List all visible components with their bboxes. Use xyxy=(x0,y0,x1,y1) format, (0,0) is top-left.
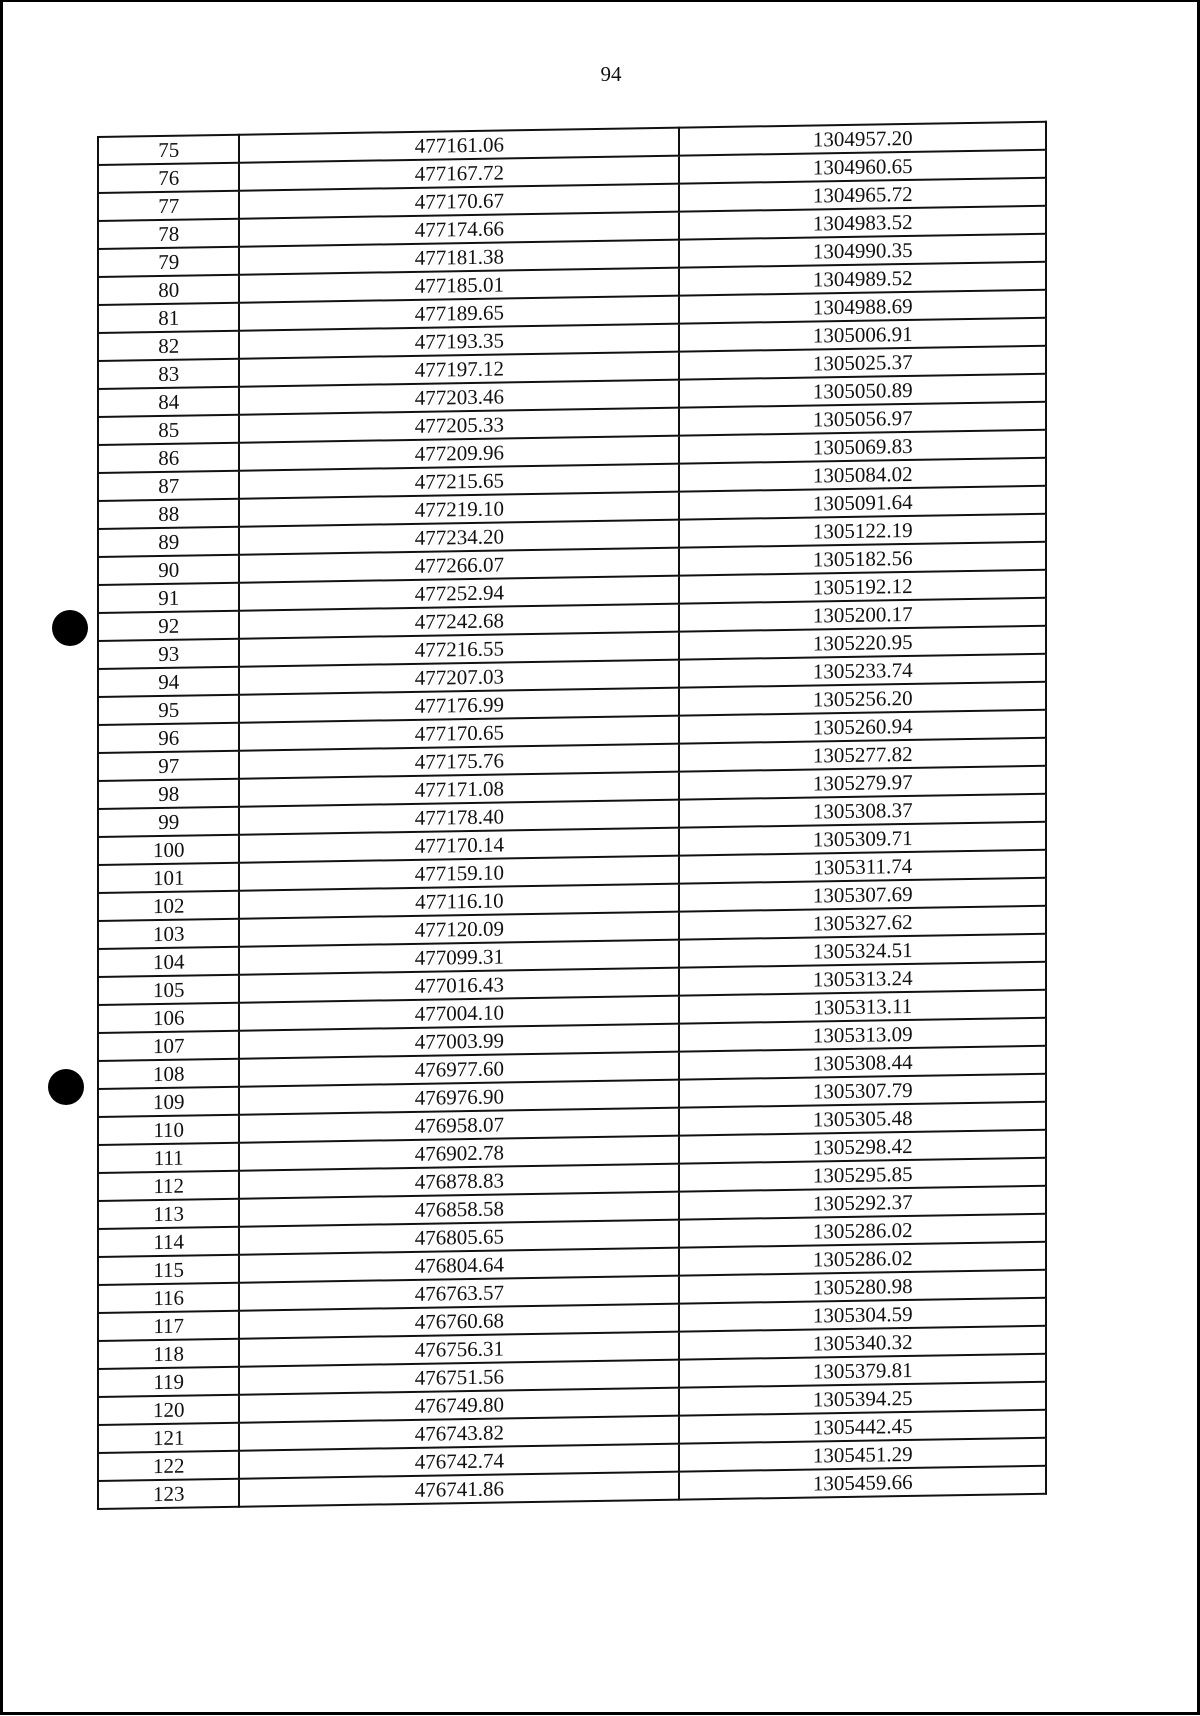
point-number-cell: 115 xyxy=(98,1255,239,1285)
x-coordinate-cell: 477170.67 xyxy=(239,184,679,219)
y-coordinate-cell: 1305233.74 xyxy=(679,654,1046,688)
point-number-cell: 114 xyxy=(98,1227,239,1257)
y-coordinate-cell: 1305006.91 xyxy=(679,318,1046,352)
point-number-cell: 81 xyxy=(98,303,239,333)
point-number-cell: 103 xyxy=(98,919,239,949)
y-coordinate-cell: 1304988.69 xyxy=(679,290,1046,324)
y-coordinate-cell: 1305307.69 xyxy=(679,878,1046,912)
point-number-cell: 95 xyxy=(98,695,239,725)
x-coordinate-cell: 476760.68 xyxy=(239,1304,679,1339)
x-coordinate-cell: 477203.46 xyxy=(239,380,679,415)
y-coordinate-cell: 1305256.20 xyxy=(679,682,1046,716)
x-coordinate-cell: 476858.58 xyxy=(239,1192,679,1227)
y-coordinate-cell: 1304960.65 xyxy=(679,150,1046,184)
y-coordinate-cell: 1305304.59 xyxy=(679,1298,1046,1332)
x-coordinate-cell: 477178.40 xyxy=(239,800,679,835)
x-coordinate-cell: 476977.60 xyxy=(239,1052,679,1087)
x-coordinate-cell: 477252.94 xyxy=(239,576,679,611)
x-coordinate-cell: 477209.96 xyxy=(239,436,679,471)
y-coordinate-cell: 1305192.12 xyxy=(679,570,1046,604)
y-coordinate-cell: 1304965.72 xyxy=(679,178,1046,212)
point-number-cell: 85 xyxy=(98,415,239,445)
x-coordinate-cell: 477099.31 xyxy=(239,940,679,975)
point-number-cell: 94 xyxy=(98,667,239,697)
x-coordinate-cell: 476749.80 xyxy=(239,1388,679,1423)
y-coordinate-cell: 1305286.02 xyxy=(679,1214,1046,1248)
point-number-cell: 100 xyxy=(98,835,239,865)
y-coordinate-cell: 1305260.94 xyxy=(679,710,1046,744)
point-number-cell: 75 xyxy=(98,135,239,165)
point-number-cell: 109 xyxy=(98,1087,239,1117)
x-coordinate-cell: 476741.86 xyxy=(239,1472,679,1507)
y-coordinate-cell: 1305295.85 xyxy=(679,1158,1046,1192)
x-coordinate-cell: 477171.08 xyxy=(239,772,679,807)
y-coordinate-cell: 1305292.37 xyxy=(679,1186,1046,1220)
point-number-cell: 91 xyxy=(98,583,239,613)
x-coordinate-cell: 477266.07 xyxy=(239,548,679,583)
x-coordinate-cell: 477170.65 xyxy=(239,716,679,751)
x-coordinate-cell: 477003.99 xyxy=(239,1024,679,1059)
y-coordinate-cell: 1305298.42 xyxy=(679,1130,1046,1164)
x-coordinate-cell: 476804.64 xyxy=(239,1248,679,1283)
y-coordinate-cell: 1304957.20 xyxy=(679,122,1046,156)
point-number-cell: 77 xyxy=(98,191,239,221)
x-coordinate-cell: 477216.55 xyxy=(239,632,679,667)
y-coordinate-cell: 1305324.51 xyxy=(679,934,1046,968)
y-coordinate-cell: 1305307.79 xyxy=(679,1074,1046,1108)
point-number-cell: 101 xyxy=(98,863,239,893)
page-number: 94 xyxy=(600,62,622,86)
x-coordinate-cell: 477175.76 xyxy=(239,744,679,779)
point-number-cell: 96 xyxy=(98,723,239,753)
point-number-cell: 80 xyxy=(98,275,239,305)
x-coordinate-cell: 476743.82 xyxy=(239,1416,679,1451)
y-coordinate-cell: 1305050.89 xyxy=(679,374,1046,408)
point-number-cell: 113 xyxy=(98,1199,239,1229)
point-number-cell: 89 xyxy=(98,527,239,557)
punch-hole-top xyxy=(52,610,88,646)
point-number-cell: 104 xyxy=(98,947,239,977)
point-number-cell: 118 xyxy=(98,1339,239,1369)
y-coordinate-cell: 1305442.45 xyxy=(679,1410,1046,1444)
x-coordinate-cell: 476902.78 xyxy=(239,1136,679,1171)
x-coordinate-cell: 477116.10 xyxy=(239,884,679,919)
x-coordinate-cell: 477193.35 xyxy=(239,324,679,359)
x-coordinate-cell: 477215.65 xyxy=(239,464,679,499)
x-coordinate-cell: 476763.57 xyxy=(239,1276,679,1311)
point-number-cell: 82 xyxy=(98,331,239,361)
y-coordinate-cell: 1305069.83 xyxy=(679,430,1046,464)
point-number-cell: 87 xyxy=(98,471,239,501)
point-number-cell: 97 xyxy=(98,751,239,781)
y-coordinate-cell: 1305340.32 xyxy=(679,1326,1046,1360)
y-coordinate-cell: 1305305.48 xyxy=(679,1102,1046,1136)
y-coordinate-cell: 1304989.52 xyxy=(679,262,1046,296)
point-number-cell: 108 xyxy=(98,1059,239,1089)
point-number-cell: 102 xyxy=(98,891,239,921)
x-coordinate-cell: 477181.38 xyxy=(239,240,679,275)
point-number-cell: 120 xyxy=(98,1395,239,1425)
y-coordinate-cell: 1305313.09 xyxy=(679,1018,1046,1052)
y-coordinate-cell: 1305451.29 xyxy=(679,1438,1046,1472)
coordinates-table-body xyxy=(98,122,1046,1509)
x-coordinate-cell: 477004.10 xyxy=(239,996,679,1031)
point-number-cell: 83 xyxy=(98,359,239,389)
y-coordinate-cell: 1305308.44 xyxy=(679,1046,1046,1080)
point-number-cell: 117 xyxy=(98,1311,239,1341)
y-coordinate-cell: 1305279.97 xyxy=(679,766,1046,800)
point-number-cell: 86 xyxy=(98,443,239,473)
point-number-cell: 107 xyxy=(98,1031,239,1061)
point-number-cell: 98 xyxy=(98,779,239,809)
y-coordinate-cell: 1305280.98 xyxy=(679,1270,1046,1304)
x-coordinate-cell: 476958.07 xyxy=(239,1108,679,1143)
punch-hole-bottom xyxy=(48,1069,84,1105)
point-number-cell: 92 xyxy=(98,611,239,641)
y-coordinate-cell: 1304990.35 xyxy=(679,234,1046,268)
x-coordinate-cell: 477205.33 xyxy=(239,408,679,443)
point-number-cell: 119 xyxy=(98,1367,239,1397)
x-coordinate-cell: 477016.43 xyxy=(239,968,679,1003)
point-number-cell: 116 xyxy=(98,1283,239,1313)
y-coordinate-cell: 1304983.52 xyxy=(679,206,1046,240)
x-coordinate-cell: 477197.12 xyxy=(239,352,679,387)
point-number-cell: 79 xyxy=(98,247,239,277)
y-coordinate-cell: 1305379.81 xyxy=(679,1354,1046,1388)
x-coordinate-cell: 477159.10 xyxy=(239,856,679,891)
y-coordinate-cell: 1305122.19 xyxy=(679,514,1046,548)
x-coordinate-cell: 476751.56 xyxy=(239,1360,679,1395)
point-number-cell: 76 xyxy=(98,163,239,193)
x-coordinate-cell: 477242.68 xyxy=(239,604,679,639)
y-coordinate-cell: 1305025.37 xyxy=(679,346,1046,380)
y-coordinate-cell: 1305313.24 xyxy=(679,962,1046,996)
point-number-cell: 93 xyxy=(98,639,239,669)
x-coordinate-cell: 477167.72 xyxy=(239,156,679,191)
point-number-cell: 112 xyxy=(98,1171,239,1201)
coordinates-table xyxy=(97,121,1047,1510)
x-coordinate-cell: 477176.99 xyxy=(239,688,679,723)
y-coordinate-cell: 1305182.56 xyxy=(679,542,1046,576)
point-number-cell: 99 xyxy=(98,807,239,837)
y-coordinate-cell: 1305220.95 xyxy=(679,626,1046,660)
point-number-cell: 88 xyxy=(98,499,239,529)
x-coordinate-cell: 476742.74 xyxy=(239,1444,679,1479)
x-coordinate-cell: 477161.06 xyxy=(239,128,679,163)
point-number-cell: 110 xyxy=(98,1115,239,1145)
y-coordinate-cell: 1305200.17 xyxy=(679,598,1046,632)
x-coordinate-cell: 476878.83 xyxy=(239,1164,679,1199)
x-coordinate-cell: 477120.09 xyxy=(239,912,679,947)
y-coordinate-cell: 1305459.66 xyxy=(679,1466,1046,1500)
point-number-cell: 123 xyxy=(98,1479,239,1509)
y-coordinate-cell: 1305286.02 xyxy=(679,1242,1046,1276)
x-coordinate-cell: 476756.31 xyxy=(239,1332,679,1367)
y-coordinate-cell: 1305313.11 xyxy=(679,990,1046,1024)
y-coordinate-cell: 1305394.25 xyxy=(679,1382,1046,1416)
x-coordinate-cell: 476976.90 xyxy=(239,1080,679,1115)
point-number-cell: 111 xyxy=(98,1143,239,1173)
x-coordinate-cell: 477174.66 xyxy=(239,212,679,247)
point-number-cell: 90 xyxy=(98,555,239,585)
point-number-cell: 84 xyxy=(98,387,239,417)
y-coordinate-cell: 1305084.02 xyxy=(679,458,1046,492)
point-number-cell: 122 xyxy=(98,1451,239,1481)
x-coordinate-cell: 477170.14 xyxy=(239,828,679,863)
y-coordinate-cell: 1305327.62 xyxy=(679,906,1046,940)
y-coordinate-cell: 1305056.97 xyxy=(679,402,1046,436)
point-number-cell: 105 xyxy=(98,975,239,1005)
x-coordinate-cell: 477207.03 xyxy=(239,660,679,695)
point-number-cell: 78 xyxy=(98,219,239,249)
y-coordinate-cell: 1305309.71 xyxy=(679,822,1046,856)
y-coordinate-cell: 1305308.37 xyxy=(679,794,1046,828)
point-number-cell: 106 xyxy=(98,1003,239,1033)
x-coordinate-cell: 477234.20 xyxy=(239,520,679,555)
y-coordinate-cell: 1305277.82 xyxy=(679,738,1046,772)
x-coordinate-cell: 477185.01 xyxy=(239,268,679,303)
x-coordinate-cell: 476805.65 xyxy=(239,1220,679,1255)
y-coordinate-cell: 1305091.64 xyxy=(679,486,1046,520)
x-coordinate-cell: 477219.10 xyxy=(239,492,679,527)
point-number-cell: 121 xyxy=(98,1423,239,1453)
x-coordinate-cell: 477189.65 xyxy=(239,296,679,331)
y-coordinate-cell: 1305311.74 xyxy=(679,850,1046,884)
